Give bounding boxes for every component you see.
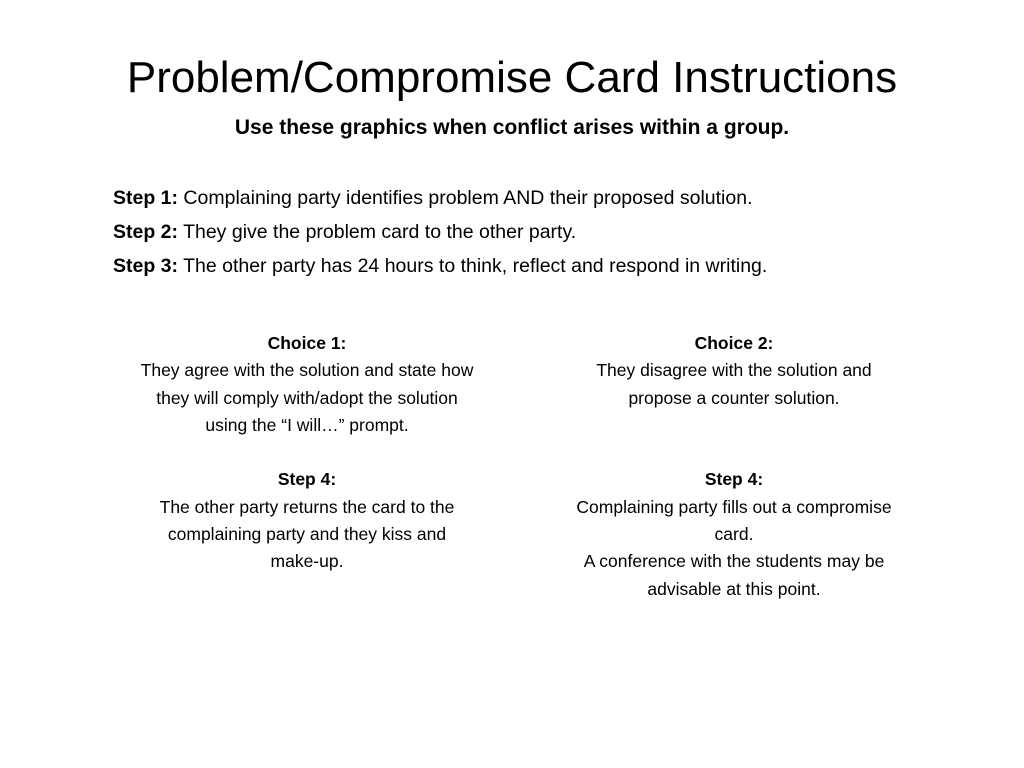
step-text: They give the problem card to the other party. bbox=[178, 221, 577, 243]
choice-1-heading: Choice 1: bbox=[267, 333, 347, 353]
step-text: The other party has 24 hours to think, reflect and respond in writing. bbox=[178, 255, 768, 277]
spacer-line bbox=[524, 412, 944, 439]
choice-2-column bbox=[524, 330, 944, 603]
step-label: Step 2: bbox=[113, 221, 179, 243]
choice-2-step-4-heading: Step 4: bbox=[704, 469, 764, 490]
choice-2-step-4-line: Complaining party fills out a compromise bbox=[576, 496, 892, 517]
choice-1-line: they will comply with/adopt the solution bbox=[156, 387, 458, 408]
choice-1-step-4-block bbox=[97, 466, 517, 575]
choice-2-heading: Choice 2: bbox=[694, 333, 774, 353]
page-title: Problem/Compromise Card Instructions bbox=[126, 53, 898, 102]
choice-1-step-4-line: make-up. bbox=[270, 551, 344, 572]
choice-1-line: They agree with the solution and state how bbox=[140, 360, 474, 381]
choice-2-line: They disagree with the solution and bbox=[596, 360, 872, 381]
step-item bbox=[113, 249, 993, 283]
steps-list bbox=[113, 181, 993, 283]
choice-2-step-4-line: advisable at this point. bbox=[647, 578, 821, 599]
page-subtitle: Use these graphics when conflict arises within a group. bbox=[234, 116, 790, 139]
choice-2-step-4-line: A conference with the students may be bbox=[583, 551, 885, 572]
choice-2-line: propose a counter solution. bbox=[628, 387, 840, 408]
choice-1-step-4-line: complaining party and they kiss and bbox=[167, 524, 447, 545]
choice-1-line: using the “I will…” prompt. bbox=[205, 414, 409, 435]
choice-2-step-4-block bbox=[524, 466, 944, 602]
choice-1-step-4-line: The other party returns the card to the bbox=[159, 496, 455, 517]
choice-1-block bbox=[97, 330, 517, 439]
step-text: Complaining party identifies problem AND their proposed solution. bbox=[178, 187, 753, 209]
choice-2-step-4-line: card. bbox=[714, 524, 754, 545]
choice-1-step-4-heading: Step 4: bbox=[277, 469, 337, 490]
spacer bbox=[97, 439, 517, 466]
step-item bbox=[113, 181, 993, 215]
step-item bbox=[113, 215, 993, 249]
choice-1-column bbox=[97, 330, 517, 576]
step-label: Step 3: bbox=[113, 255, 179, 277]
spacer bbox=[524, 439, 944, 466]
choice-2-block bbox=[524, 330, 944, 439]
step-label: Step 1: bbox=[113, 187, 179, 209]
